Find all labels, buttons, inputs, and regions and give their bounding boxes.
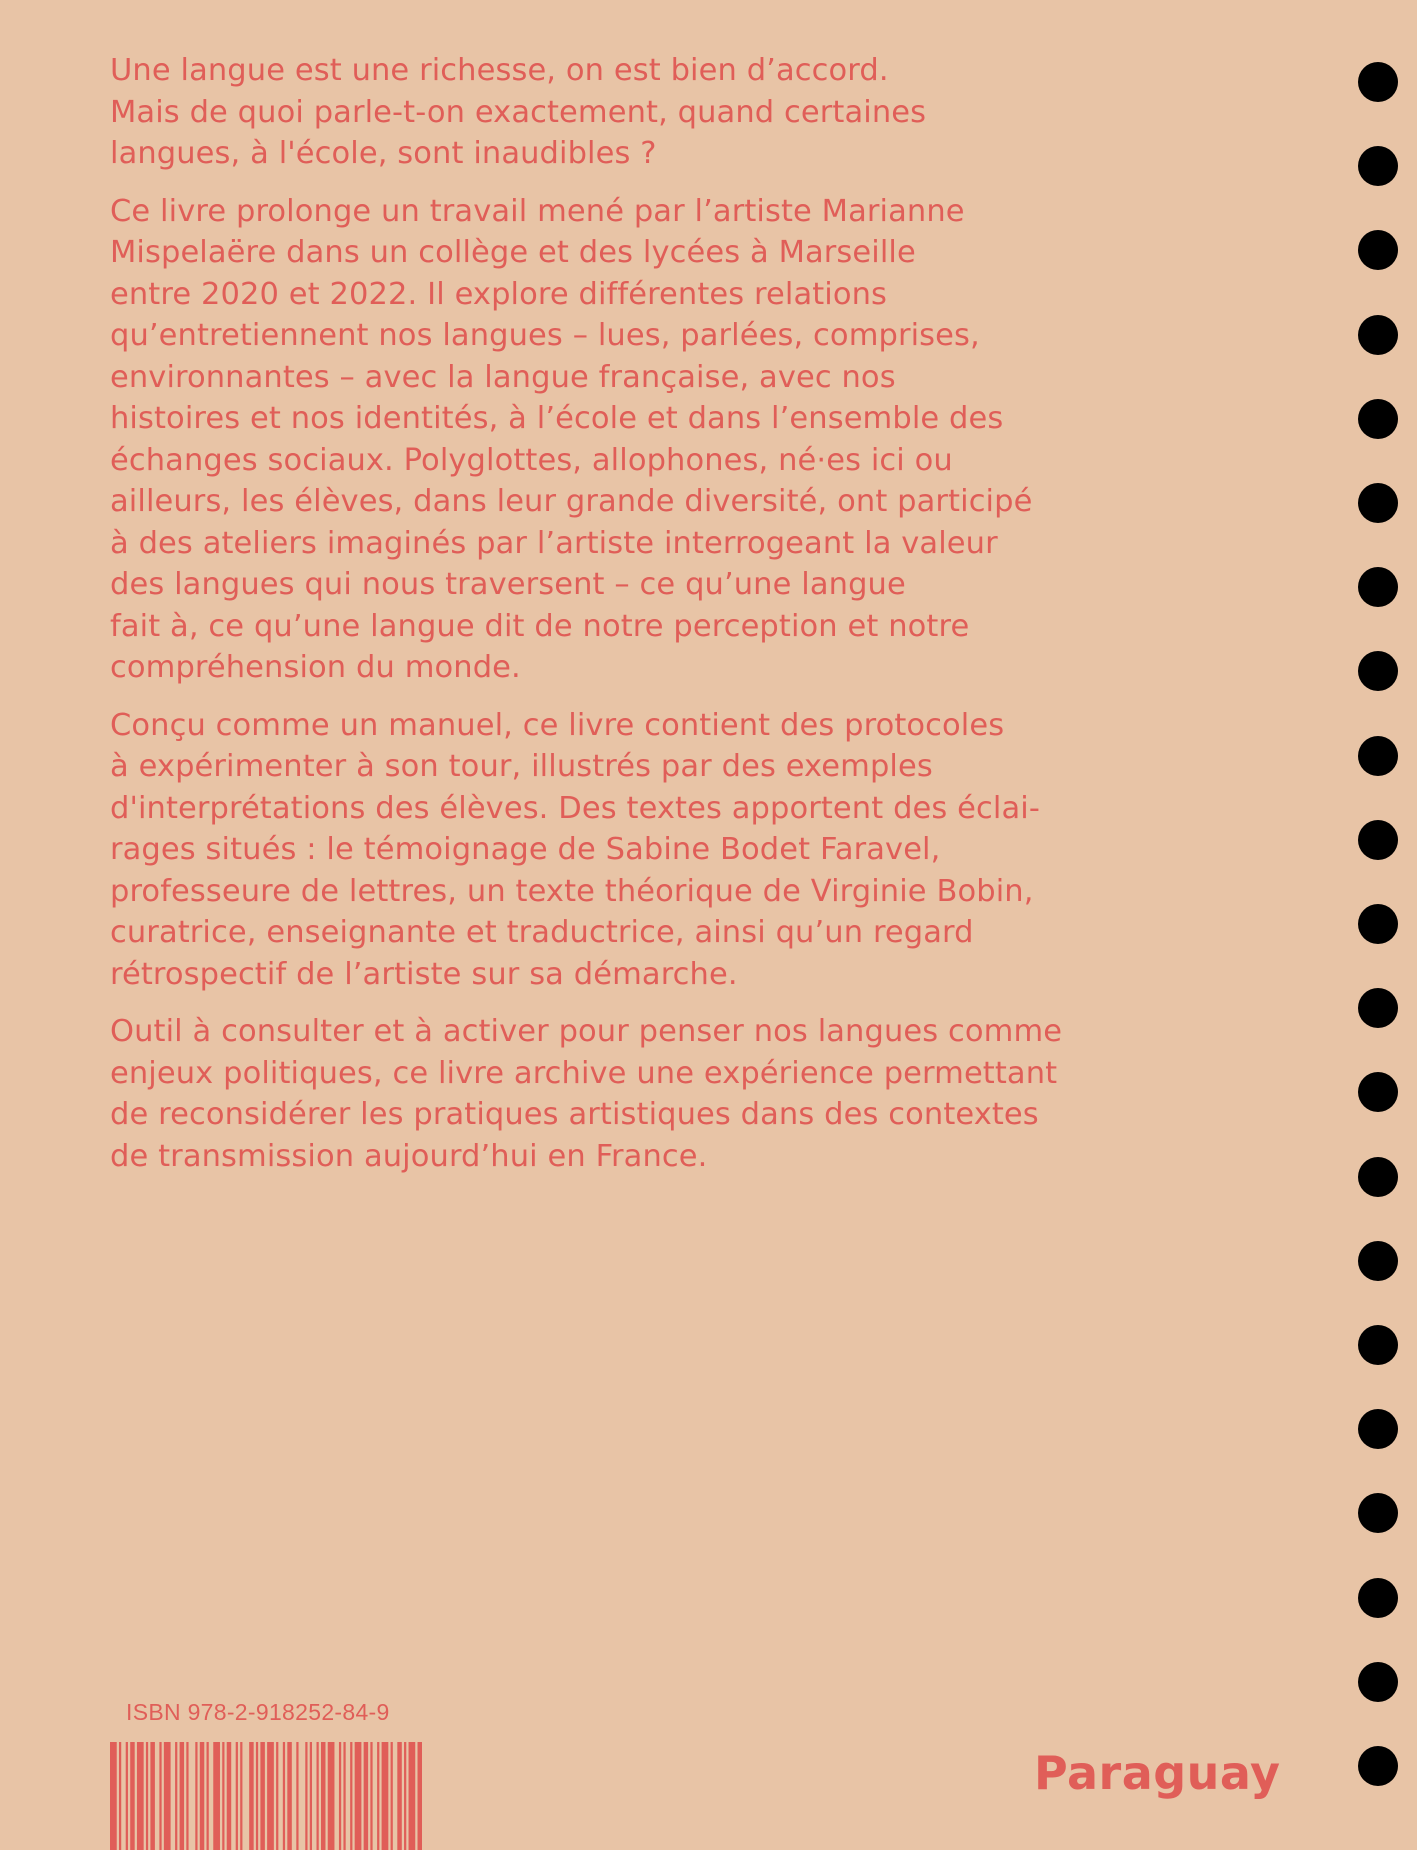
text-line: à expérimenter à son tour, illustrés par des exemples: [110, 749, 933, 784]
text-line: qu’entretiennent nos langues – lues, parlées, comprises,: [110, 318, 980, 353]
barcode-bar: [296, 1742, 298, 1850]
barcode-bar: [418, 1742, 422, 1850]
barcode-bar: [350, 1742, 352, 1850]
barcode-bar: [137, 1742, 144, 1850]
binding-hole: [1358, 1493, 1398, 1533]
binding-hole: [1358, 62, 1398, 102]
binding-hole: [1358, 1662, 1398, 1702]
publisher-logo: Paraguay: [1034, 1746, 1281, 1800]
text-line: à des ateliers imaginés par l’artiste interrogeant la valeur: [110, 525, 998, 561]
text-line: d'interprétations des élèves. Des textes apportent des éclai-: [110, 790, 1040, 826]
binding-hole: [1358, 1325, 1398, 1365]
text-line: Ce livre prolonge un travail mené par l’artiste Marianne: [110, 193, 965, 229]
text-line: de transmission aujourd’hui en France.: [110, 1138, 708, 1174]
text-line: rages situés : le témoignage de Sabine Bodet Faravel,: [110, 832, 941, 867]
binding-hole: [1358, 483, 1398, 523]
isbn-label: ISBN 978-2-918252-84-9: [126, 1699, 390, 1725]
barcode-bar: [317, 1742, 319, 1850]
barcode-bar: [404, 1742, 406, 1850]
text-line: Mispelaëre dans un collège et des lycées à Marseille: [110, 235, 916, 270]
binding-hole: [1358, 230, 1398, 270]
barcode-bar: [355, 1742, 362, 1850]
barcode-bar: [110, 1742, 117, 1850]
barcode-bar: [195, 1742, 197, 1850]
binding-hole: [1358, 651, 1398, 691]
barcode-bar: [391, 1742, 393, 1850]
text-line: ailleurs, les élèves, dans leur grande diversité, ont participé: [110, 484, 1033, 519]
barcode-bar: [180, 1742, 184, 1850]
text-line: langues, à l'école, sont inaudibles ?: [110, 136, 657, 171]
text-line: échanges sociaux. Polyglottes, allophones, né·es ici ou: [110, 442, 953, 478]
barcode-bar: [227, 1742, 231, 1850]
barcode-bar: [364, 1742, 368, 1850]
barcode-bar: [397, 1742, 401, 1850]
barcode-bar: [321, 1742, 325, 1850]
barcode-bar: [260, 1742, 264, 1850]
text-line: enjeux politiques, ce livre archive une expérience permettant: [110, 1055, 1058, 1091]
binding-hole: [1358, 1072, 1398, 1112]
barcode-bar: [276, 1742, 278, 1850]
barcode-bar: [150, 1742, 154, 1850]
binding-hole: [1358, 1157, 1398, 1197]
text-line: curatrice, enseignante et traductrice, ainsi qu’un regard: [110, 915, 974, 950]
binding-hole: [1358, 1241, 1398, 1281]
paragraph-intro: [110, 50, 1110, 175]
binding-hole: [1358, 1746, 1398, 1786]
text-line: Une langue est une richesse, on est bien d’accord.: [110, 53, 889, 88]
barcode-bar: [236, 1742, 238, 1850]
binding-hole: [1358, 146, 1398, 186]
barcode-bar: [409, 1742, 416, 1850]
text-line: fait à, ce qu’une langue dit de notre perception et notre: [110, 608, 970, 644]
barcode-bar: [267, 1742, 274, 1850]
text-line: Outil à consulter et à activer pour penser nos langues comme: [110, 1014, 1063, 1049]
binding-hole: [1358, 988, 1398, 1028]
text-line: de reconsidérer les pratiques artistiques dans des contextes: [110, 1097, 1039, 1132]
barcode-bar: [377, 1742, 379, 1850]
barcode-bar: [249, 1742, 253, 1850]
paragraph-project: [110, 191, 1110, 689]
binding-holes: [1358, 62, 1398, 1782]
text-line: environnantes – avec la langue française, avec nos: [110, 359, 896, 395]
barcode-bar: [200, 1742, 204, 1850]
barcode-bar: [343, 1742, 345, 1850]
barcode-bar: [339, 1742, 341, 1850]
barcode-bar: [305, 1742, 307, 1850]
barcode-bar: [283, 1742, 285, 1850]
text-line: Mais de quoi parle-t-on exactement, quand certaines: [110, 94, 927, 130]
barcode-bar: [287, 1742, 291, 1850]
barcode-bar: [213, 1742, 220, 1850]
barcode-bar: [207, 1742, 209, 1850]
binding-hole: [1358, 315, 1398, 355]
barcode-icon: [110, 1742, 422, 1850]
barcode-bar: [310, 1742, 312, 1850]
paragraph-manual: [110, 705, 1110, 996]
barcode-bar: [256, 1742, 258, 1850]
barcode-bar: [186, 1742, 188, 1850]
barcode-bar: [370, 1742, 372, 1850]
barcode-bar: [146, 1742, 148, 1850]
barcode-bar: [222, 1742, 224, 1850]
binding-hole: [1358, 1409, 1398, 1449]
binding-hole: [1358, 567, 1398, 607]
text-line: professeure de lettres, un texte théorique de Virginie Bobin,: [110, 873, 1034, 909]
text-line: des langues qui nous traversent – ce qu’une langue: [110, 567, 906, 602]
binding-hole: [1358, 904, 1398, 944]
back-cover-text: [110, 50, 1110, 1193]
text-line: Conçu comme un manuel, ce livre contient des protocoles: [110, 707, 1005, 743]
barcode-bar: [328, 1742, 335, 1850]
paragraph-tool: [110, 1011, 1110, 1177]
barcode-bar: [119, 1742, 121, 1850]
text-line: entre 2020 et 2022. Il explore différentes relations: [110, 276, 888, 312]
text-line: rétrospectif de l’artiste sur sa démarche.: [110, 956, 738, 992]
barcode-bar: [126, 1742, 128, 1850]
barcode-bar: [159, 1742, 161, 1850]
binding-hole: [1358, 820, 1398, 860]
text-line: compréhension du monde.: [110, 650, 521, 685]
barcode-bar: [382, 1742, 389, 1850]
binding-hole: [1358, 1578, 1398, 1618]
binding-hole: [1358, 399, 1398, 439]
barcode-bar: [130, 1742, 134, 1850]
text-line: histoires et nos identités, à l’école et dans l’ensemble des: [110, 401, 1004, 436]
binding-hole: [1358, 736, 1398, 776]
barcode-bar: [164, 1742, 171, 1850]
barcode-bar: [175, 1742, 177, 1850]
barcode-bar: [240, 1742, 242, 1850]
